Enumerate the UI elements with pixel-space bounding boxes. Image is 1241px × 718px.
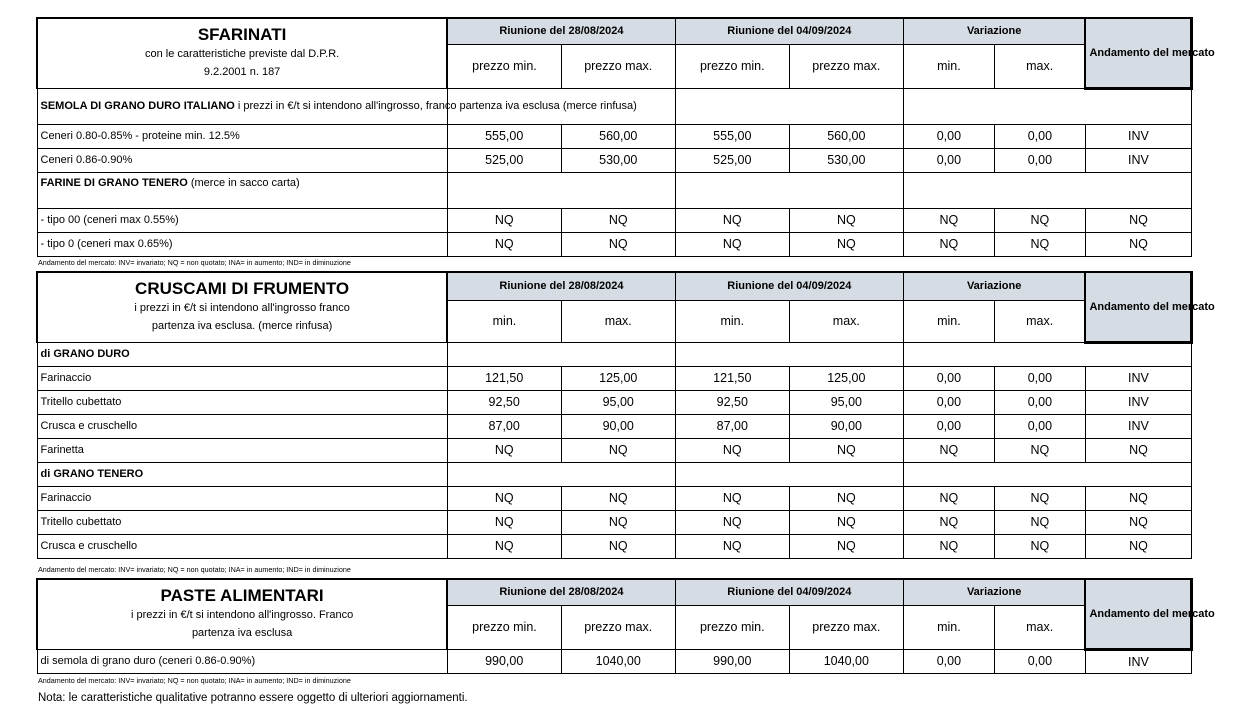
price-min-2: NQ [675, 232, 789, 256]
sub-header: min. [903, 300, 994, 342]
price-min-1: 525,00 [447, 148, 561, 172]
sub-header: prezzo min. [675, 44, 789, 88]
price-max-1: 90,00 [561, 414, 675, 438]
sub-header: min. [447, 300, 561, 342]
price-max-1: 1040,00 [561, 649, 675, 673]
variation-min: NQ [903, 510, 994, 534]
price-max-1: NQ [561, 534, 675, 558]
row-label: Tritello cubettato [37, 390, 447, 414]
sfarinati-meeting1-header: Riunione del 28/08/2024 [447, 18, 675, 44]
variation-min: 0,00 [903, 124, 994, 148]
trend-value: NQ [1085, 232, 1191, 256]
trend-value: INV [1085, 390, 1191, 414]
price-max-1: 125,00 [561, 366, 675, 390]
variation-min: NQ [903, 208, 994, 232]
price-min-2: NQ [675, 438, 789, 462]
row-label: di semola di grano duro (ceneri 0.86-0.90%) [37, 649, 447, 673]
variation-min: NQ [903, 232, 994, 256]
price-min-1: NQ [447, 486, 561, 510]
sfarinati-meeting2-header: Riunione del 04/09/2024 [675, 18, 903, 44]
price-max-1: NQ [561, 510, 675, 534]
section-header-bold: SEMOLA DI GRANO DURO ITALIANO [40, 99, 235, 112]
section-header-grano-tenero [37, 462, 447, 486]
cruscami-table [36, 271, 1215, 559]
sub-header: max. [789, 300, 903, 342]
sfarinati-title: SFARINATI [197, 25, 287, 45]
sub-header: max. [561, 300, 675, 342]
row-label: - tipo 00 (ceneri max 0.55%) [37, 208, 447, 232]
paste-subtitle-line2: partenza iva esclusa [191, 627, 293, 640]
trend-value: INV [1085, 124, 1191, 148]
variation-max: NQ [994, 208, 1085, 232]
table-row [37, 414, 1192, 438]
cruscami-title-block [37, 272, 447, 342]
cruscami-meeting2-header: Riunione del 04/09/2024 [675, 272, 903, 300]
price-min-1: NQ [447, 510, 561, 534]
variation-max: NQ [994, 510, 1085, 534]
variation-min: NQ [903, 486, 994, 510]
cruscami-subtitle-line1: i prezzi in €/t si intendono all'ingrosso franco [134, 302, 350, 315]
sfarinati-subtitle-line1: con le caratteristiche previste dal D.P.R. [144, 48, 340, 61]
section-header-rest: (merce in sacco carta) [187, 176, 300, 189]
table-row [37, 438, 1192, 462]
table-row [37, 366, 1192, 390]
sub-header: prezzo max. [561, 44, 675, 88]
price-min-1: 121,50 [447, 366, 561, 390]
section-header-bold: di GRANO DURO [40, 347, 130, 360]
paste-meeting2-header: Riunione del 04/09/2024 [675, 579, 903, 605]
paste-meeting1-header: Riunione del 28/08/2024 [447, 579, 675, 605]
blank-cell [903, 462, 1191, 486]
price-min-1: 555,00 [447, 124, 561, 148]
price-max-1: 95,00 [561, 390, 675, 414]
price-max-2: 560,00 [789, 124, 903, 148]
cruscami-meeting1-header: Riunione del 28/08/2024 [447, 272, 675, 300]
price-max-1: NQ [561, 438, 675, 462]
price-min-2: NQ [675, 208, 789, 232]
row-label: Farinaccio [37, 366, 447, 390]
price-min-2: NQ [675, 534, 789, 558]
price-max-2: 1040,00 [789, 649, 903, 673]
price-min-2: 990,00 [675, 649, 789, 673]
trend-value: INV [1085, 649, 1191, 673]
table-row [37, 232, 1192, 256]
section-header-farine [37, 172, 447, 208]
blank-cell [675, 88, 903, 124]
price-min-2: 525,00 [675, 148, 789, 172]
cruscami-trend-header: Andamento del mercato [1085, 272, 1191, 342]
blank-cell [447, 172, 675, 208]
variation-max: NQ [994, 534, 1085, 558]
sub-header: min. [903, 44, 994, 88]
price-min-1: NQ [447, 208, 561, 232]
section-header-bold: di GRANO TENERO [40, 467, 144, 480]
blank-cell [675, 462, 903, 486]
price-min-2: NQ [675, 486, 789, 510]
row-label: Farinaccio [37, 486, 447, 510]
cruscami-variation-header: Variazione [903, 272, 1085, 300]
cruscami-footnote: Andamento del mercato: INV= invariato; NQ = non quotato; INA= in aumento; IND= in diminuzione [38, 565, 351, 574]
row-label: Ceneri 0.86-0.90% [37, 148, 447, 172]
trend-value: NQ [1085, 534, 1191, 558]
paste-trend-header: Andamento del mercato [1085, 579, 1191, 649]
variation-min: 0,00 [903, 148, 994, 172]
trend-value: NQ [1085, 208, 1191, 232]
sub-header: min. [675, 300, 789, 342]
table-row [37, 534, 1192, 558]
price-min-1: 990,00 [447, 649, 561, 673]
trend-value: NQ [1085, 438, 1191, 462]
sub-header: max. [994, 605, 1085, 649]
cruscami-title: CRUSCAMI DI FRUMENTO [135, 279, 350, 299]
blank-cell [675, 172, 903, 208]
variation-max: 0,00 [994, 390, 1085, 414]
paste-table [36, 578, 1215, 674]
blank-cell [447, 462, 675, 486]
price-max-1: NQ [561, 232, 675, 256]
row-label: Ceneri 0.80-0.85% - proteine min. 12.5% [37, 124, 447, 148]
price-max-1: NQ [561, 486, 675, 510]
variation-max: NQ [994, 486, 1085, 510]
variation-max: 0,00 [994, 124, 1085, 148]
paste-subtitle-line1: i prezzi in €/t si intendono all'ingrosso. Franco [130, 609, 354, 622]
table-row [37, 510, 1192, 534]
variation-max: 0,00 [994, 649, 1085, 673]
price-max-1: NQ [561, 208, 675, 232]
variation-min: 0,00 [903, 414, 994, 438]
section-header-bold: FARINE DI GRANO TENERO [40, 176, 188, 189]
row-label: - tipo 0 (ceneri max 0.65%) [37, 232, 447, 256]
price-max-2: NQ [789, 232, 903, 256]
price-min-2: 555,00 [675, 124, 789, 148]
price-min-2: 121,50 [675, 366, 789, 390]
table-row [37, 649, 1192, 673]
price-max-2: NQ [789, 208, 903, 232]
variation-max: NQ [994, 232, 1085, 256]
quality-note: Nota: le caratteristiche qualitative potranno essere oggetto di ulteriori aggiornamenti. [38, 692, 468, 704]
price-min-2: NQ [675, 510, 789, 534]
sub-header: prezzo min. [675, 605, 789, 649]
paste-footnote: Andamento del mercato: INV= invariato; NQ = non quotato; INA= in aumento; IND= in diminuzione [38, 676, 351, 685]
trend-value: NQ [1085, 486, 1191, 510]
table-row [37, 124, 1192, 148]
price-min-1: NQ [447, 438, 561, 462]
section-header-grano-duro [37, 342, 447, 366]
price-max-2: 90,00 [789, 414, 903, 438]
sub-header: prezzo max. [561, 605, 675, 649]
blank-cell [903, 88, 1191, 124]
variation-min: NQ [903, 534, 994, 558]
price-max-2: 530,00 [789, 148, 903, 172]
paste-variation-header: Variazione [903, 579, 1085, 605]
sfarinati-title-block [37, 18, 447, 88]
price-max-2: 125,00 [789, 366, 903, 390]
price-min-1: NQ [447, 534, 561, 558]
variation-max: 0,00 [994, 414, 1085, 438]
price-min-1: 87,00 [447, 414, 561, 438]
paste-title: PASTE ALIMENTARI [160, 586, 324, 606]
variation-max: 0,00 [994, 148, 1085, 172]
sub-header: prezzo max. [789, 605, 903, 649]
trend-value: NQ [1085, 510, 1191, 534]
variation-min: NQ [903, 438, 994, 462]
cruscami-subtitle-line2: partenza iva esclusa. (merce rinfusa) [151, 320, 333, 333]
row-label: Crusca e cruschello [37, 414, 447, 438]
sfarinati-footnote: Andamento del mercato: INV= invariato; NQ = non quotato; INA= in aumento; IND= in diminuzione [38, 258, 351, 267]
price-min-2: 92,50 [675, 390, 789, 414]
trend-value: INV [1085, 148, 1191, 172]
blank-cell [903, 172, 1191, 208]
variation-min: 0,00 [903, 366, 994, 390]
sub-header: min. [903, 605, 994, 649]
sub-header: max. [994, 300, 1085, 342]
price-min-1: 92,50 [447, 390, 561, 414]
price-max-1: 560,00 [561, 124, 675, 148]
variation-max: NQ [994, 438, 1085, 462]
paste-title-block [37, 579, 447, 649]
price-min-1: NQ [447, 232, 561, 256]
sub-header: prezzo min. [447, 44, 561, 88]
sfarinati-variation-header: Variazione [903, 18, 1085, 44]
variation-min: 0,00 [903, 649, 994, 673]
price-max-2: NQ [789, 438, 903, 462]
sfarinati-table [36, 17, 1215, 257]
sub-header: max. [994, 44, 1085, 88]
row-label: Tritello cubettato [37, 510, 447, 534]
sfarinati-subtitle-line2: 9.2.2001 n. 187 [203, 66, 281, 79]
trend-value: INV [1085, 366, 1191, 390]
table-row [37, 148, 1192, 172]
sub-header: prezzo min. [447, 605, 561, 649]
variation-min: 0,00 [903, 390, 994, 414]
price-max-2: NQ [789, 486, 903, 510]
price-max-1: 530,00 [561, 148, 675, 172]
blank-cell [675, 342, 903, 366]
price-max-2: NQ [789, 534, 903, 558]
section-header-rest: i prezzi in €/t si intendono all'ingrosso, franco partenza iva esclusa (merce rinfusa) [234, 99, 637, 112]
blank-cell [447, 342, 675, 366]
price-max-2: NQ [789, 510, 903, 534]
table-row [37, 390, 1192, 414]
price-min-2: 87,00 [675, 414, 789, 438]
row-label: Farinetta [37, 438, 447, 462]
table-row [37, 208, 1192, 232]
section-header-semola [37, 88, 637, 124]
variation-max: 0,00 [994, 366, 1085, 390]
row-label: Crusca e cruschello [37, 534, 447, 558]
price-max-2: 95,00 [789, 390, 903, 414]
sfarinati-trend-header: Andamento del mercato [1085, 18, 1191, 88]
sub-header: prezzo max. [789, 44, 903, 88]
table-row [37, 486, 1192, 510]
blank-cell [903, 342, 1191, 366]
trend-value: INV [1085, 414, 1191, 438]
